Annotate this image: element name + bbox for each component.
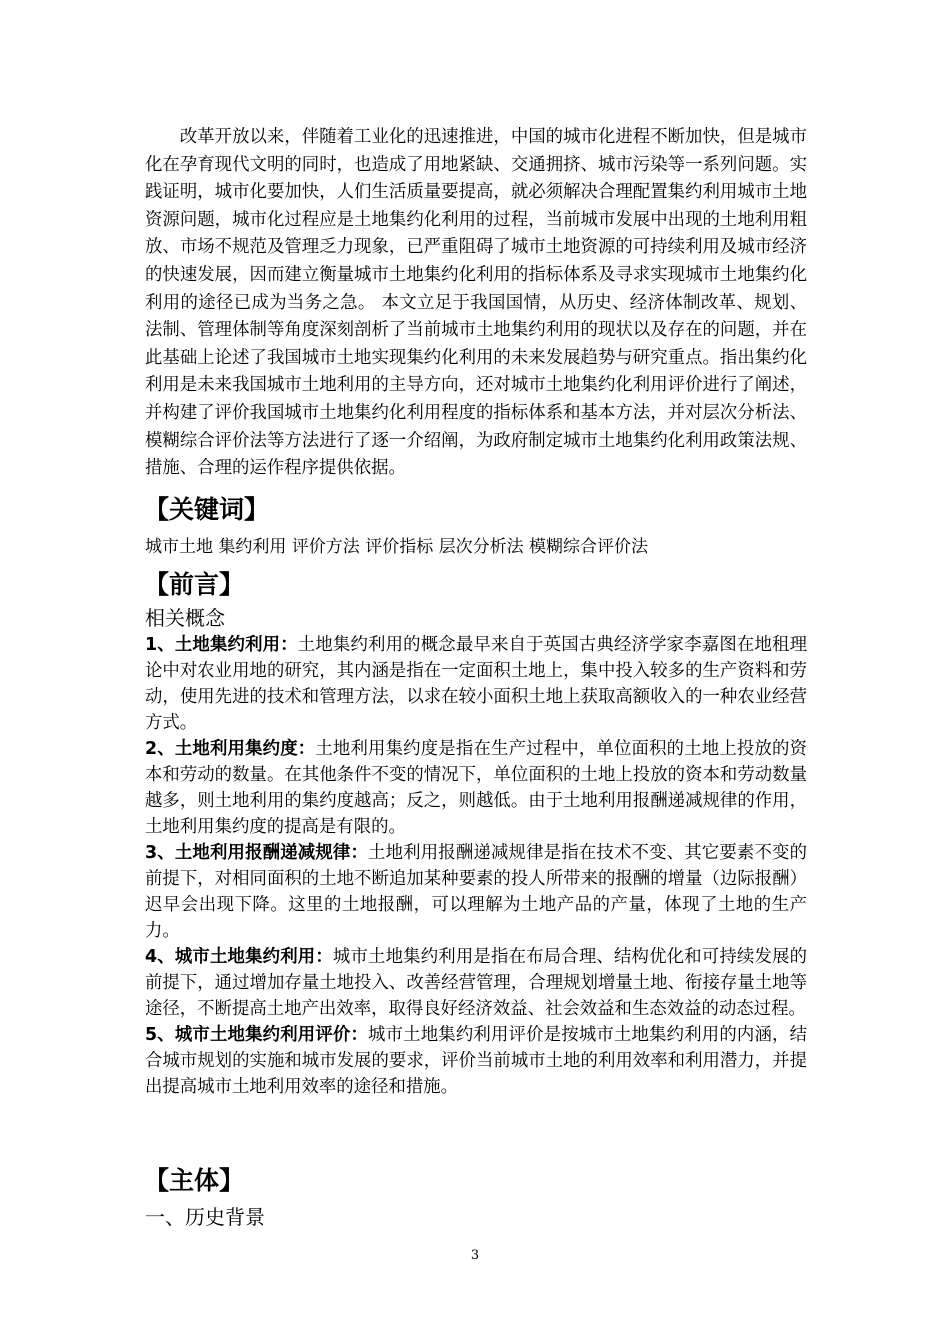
concept-term: 2、土地利用集约度： bbox=[145, 738, 316, 759]
concept-term: 3、土地利用报酬递减规律： bbox=[145, 842, 369, 863]
concept-term: 1、土地集约利用： bbox=[145, 634, 298, 655]
document-page bbox=[145, 124, 807, 1232]
concept-item-4 bbox=[145, 944, 807, 1022]
body-heading: 【主体】 bbox=[144, 1165, 245, 1195]
abstract-paragraph: 改革开放以来，伴随着工业化的迅速推进，中国的城市化进程不断加快，但是城市化在孕育现代文明的同时，也造成了用地紧缺、交通拥挤、城市污染等一系列问题。实践证明，城市化要加快，人们生活质量要提高，就必须解决合理配置集约利用城市土地资源问题，城市化过程应是土地集约化利用的过程，当前城市发展中出现的土地利用粗放、市场不规范及管理乏力现象，已严重阻碍了城市土地资源的可持续利用及城市经济的快速发展，因而建立衡量城市土地集约化利用的指标体系及寻求实现城市土地集约化利用的途径已成为当务之急。 本文立足于我国国情，从历史、经济体制改革、规划、法制、管理体制等角度深刻剖析了当前城市土地集约利用的现状以及存在的问题，并在此基础上论述了我国城市土地实现集约化利用的未来发展趋势与研究重点。指出集约化利用是未来我国城市土地利用的主导方向，还对城市土地集约化利用评价进行了阐述，并构建了评价我国城市土地集约化利用程度的指标体系和基本方法，并对层次分析法、模糊综合评价法等方法进行了逐一介绍阐，为政府制定城市土地集约化利用政策法规、措施、合理的运作程序提供依据。 bbox=[145, 127, 807, 479]
concept-item-5 bbox=[145, 1022, 807, 1100]
concept-term: 4、城市土地集约利用： bbox=[145, 946, 333, 967]
page-number: 3 bbox=[470, 1248, 480, 1263]
concept-term: 5、城市土地集约利用评价： bbox=[145, 1024, 369, 1045]
preface-heading: 【前言】 bbox=[144, 569, 245, 599]
concept-item-3 bbox=[145, 840, 807, 944]
concept-list bbox=[145, 632, 807, 1100]
concept-definition: 土地集约利用的概念最早来自于英国古典经济学家李嘉图在地租理论中对农业用地的研究，其内涵是指在一定面积土地上，集中投入较多的生产资料和劳动，使用先进的技术和管理方法，以求在较小面积土地上获取高额收入的一种农业经营方式。 bbox=[145, 634, 807, 733]
keywords-heading: 【关键词】 bbox=[144, 494, 270, 524]
concept-definition: 土地利用集约度是指在生产过程中，单位面积的土地上投放的资本和劳动的数量。在其他条件不变的情况下，单位面积的土地上投放的资本和劳动数量越多，则土地利用的集约度越高；反之，则越低。由于土地利用报酬递减规律的作用，土地利用集约度的提高是有限的。 bbox=[145, 738, 807, 837]
section-title-history: 一、历史背景 bbox=[145, 1204, 265, 1229]
concept-definition: 城市土地集约利用是指在布局合理、结构优化和可持续发展的前提下，通过增加存量土地投入、改善经营管理，合理规划增量土地、衔接存量土地等途径，不断提高土地产出效率，取得良好经济效益、社会效益和生态效益的动态过程。 bbox=[145, 946, 807, 1019]
concepts-heading: 相关概念 bbox=[145, 605, 225, 630]
concept-item-1 bbox=[145, 632, 807, 736]
concept-definition: 土地利用报酬递减规律是指在技术不变、其它要素不变的前提下，对相同面积的土地不断追加某种要素的投人所带来的报酬的增量（边际报酬）迟早会出现下降。这里的土地报酬，可以理解为土地产品的产量，体现了土地的生产力。 bbox=[145, 842, 807, 941]
concept-item-2 bbox=[145, 736, 807, 840]
concept-definition: 城市土地集约利用评价是按城市土地集约利用的内涵，结合城市规划的实施和城市发展的要求，评价当前城市土地的利用效率和利用潜力，并提出提高城市土地利用效率的途径和措施。 bbox=[145, 1024, 807, 1097]
keywords-list: 城市土地 集约利用 评价方法 评价指标 层次分析法 模糊综合评价法 bbox=[145, 536, 649, 557]
